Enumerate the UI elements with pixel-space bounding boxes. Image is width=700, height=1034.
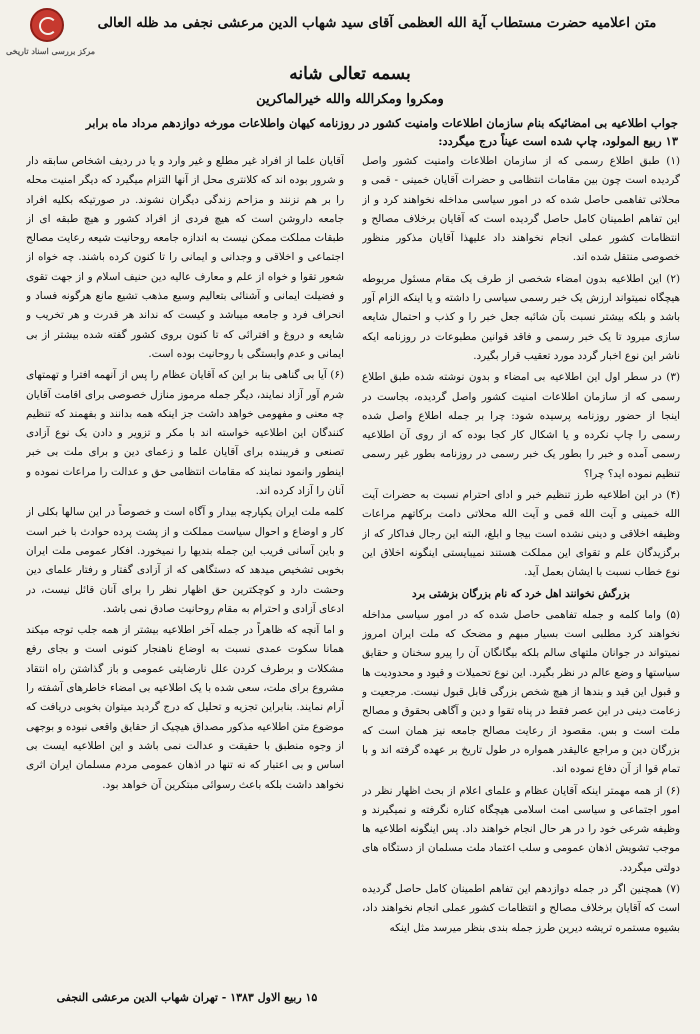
poem-verse: بزرگش نخوانند اهل خرد که نام بزرگان بزشتی برد xyxy=(412,587,630,600)
paragraph: (۵) واما کلمه و جمله تفاهمی حاصل شده که در امور سیاسی مداخله نخواهند کرد مطلبی است بسیار مبهم و مضحک که ملت ایران امروز نمیتواند در جوانان ملتهای سالم بلکه بیگانگان آن را پیرو سخنان و حقایق سیاستها و وضع عالم در نظر بگیرد. این نوع تحمیلات و قیود و محدودیت ها و قبول این قید و بندها از هیچ شخص بزرگی قابل قبول نیست. مرجعیت و زعامت دینی در این عصر فقط در پناه تقوا و دین و آگاهی بحقوق و مصالح ملت است و بس. مقصود از رعایت مصالح جامعه نیز همان است که بزرگان دین و مراجع عالیقدر همواره در طول تاریخ بر عهده گرفته اند و با تمام قوا از آن دفاع نموده اند. xyxy=(362,608,680,776)
left-column xyxy=(26,152,344,958)
quran-verse: ومکروا ومکرالله والله خیرالماکرین xyxy=(256,92,444,107)
signature-line: ۱۵ ربیع الاول ۱۳۸۳ - تهران شهاب الدین مرعشی النجفی xyxy=(56,991,318,1004)
paragraph: (۷) همچنین اگر در جمله دوازدهم این تفاهم اطمینان کامل حاصل گردیده است که آقایان برخلاف مصالح و انتظامات کشور عملی انجام نخواهند داد، بشیوه مستمره تریشه دیرین طرز جمله بندی بنظر میرسد مثل اینکه xyxy=(362,882,680,934)
paragraph: (۴) در این اطلاعیه طرز تنظیم خبر و ادای احترام نسبت به حضرات آیت الله خمینی و آیت الله قمی و آیت الله محلاتی دامت برکاتهم مراعات وظیفه اخلاقی و دینی نشده است بیجا و ابلغ، البته این رجال فداکار که از برگزیدگان علم و تقوای این مملکت هستند نمیبایستی اینگونه اخلاق این نوع خطاب نسبت با ایشان بعمل آید. xyxy=(362,489,680,579)
intro-paragraph xyxy=(26,114,678,150)
paragraph: (۱) طبق اطلاع رسمی که از سازمان اطلاعات وامنیت کشور واصل گردیده است چون بین مقامات انتظامی و حضرات آقایان خمینی - قمی و محلاتی تفاهمی حاصل شده که در امور سیاسی مداخله نخواهند کرد و از این تفاهم اطمینان کامل حاصل گردیده است که آقایان برخلاف مصالح و انتظامات کشور عملی انجام نخواهند داد علیهذا آقایان مذکور منظور خصوصی منتقل شده اند. xyxy=(362,155,680,264)
paragraph: (۳) در سطر اول این اطلاعیه بی امضاء و بدون نوشته شده طبق اطلاع رسمی که از سازمان اطلاعات امنیت کشور واصل گردیده، بجاست در اینجا از حضور روزنامه پرسیده شود: چرا بر جمله اطلاع واصل شده رسمی را چاپ نکرده و یا اشکال کار کجا بوده که از روی آن اطلاعیه رسمی آمده و خبر را بطور یک خبر رسمی در روزنامه بطور غیر رسمی تنظیم نموده اید؟ چرا؟ xyxy=(362,371,680,480)
date-line: ۱۳ ربیع المولود، چاپ شده است عیناً درج میگردد: xyxy=(438,134,678,148)
paragraph: آقایان علما از افراد غیر مطلع و غیر وارد و یا در ردیف اشخاص سابقه دار و شرور بوده اند که کلانتری محل از آنها التزام میگیرد که دیگر امنیت محله را بر هم نزنند و مزاحم زندگی دیگران نشوند. در صورتیکه بکلیه افراد جامعه داروشن است که هیچ فردی از افراد کشور و هیچ طبقه ای از طبقات مملکت ممکن نیست به اندازه جامعه روحانیت شیعه رعایت مصالح اجتماعی و اخلاقی و وجدانی و ایمانی را تا کنون کرده باشند. چه خواه از شعور تقوا و خواه از علم و معارف عالیه دین حنیف اسلام و از جهت تقوی و فضیلت ایمانی و آشنائی بتعالیم وسیع مذهب تشیع مانع هرگونه فساد و انحراف فرد و جامعه میباشد و کیست که نداند هر قدرت و هر تخریب و شایعه و دروغ و افترائی که تا کنون بروی کشور گفته شده بیشتر از بی ایمانی و عدم وابستگی با روحانیت بوده است. xyxy=(26,155,344,360)
right-column xyxy=(362,152,680,1014)
paragraph: (۲) این اطلاعیه بدون امضاء شخصی از طرف یک مقام مسئول مربوطه هیچگاه نمیتواند ارزش یک خبر رسمی سیاسی را داشته و یا اینکه الزام آور باشد و بلکه بیشتر نسبت بآن شائبه جعل خبر را و کذب و احتمال شایعه سازی میرود تا یک خبر رسمی و فاقد قوانین مطبوعات در روزنامه ایکه ناشر این نوع اخبار گردد مورد تعقیب قرار بگیرد. xyxy=(362,272,680,362)
intro-text: جواب اطلاعیه بی امضائیکه بنام سازمان اطلاعات وامنیت کشور در روزنامه کیهان واطلاعات مورخه دوازدهم مرداد ماه برابر xyxy=(85,116,678,130)
paragraph: کلمه ملت ایران یکپارچه بیدار و آگاه است و خصوصاً در این سالها بکلی از کار و اوضاع و احوال سیاست مملکت و از پشت پرده حوادث با خبر است و باین آسانی فریب این جمله بندیها را نمیخورد. افکار عمومی ملت ایران بخوبی تشخیص میدهد که دستگاهی که از آزادی گفتار و رفتار علمای دین وحشت دارد و کوچکترین حق اظهار نظر را برای آنان قائل نیست، در ادعای آزادی و احترام به مقام روحانیت صادق نمی باشد. xyxy=(26,506,344,615)
bismillah-heading: بسمه تعالی شانه xyxy=(289,64,411,84)
document-title: متن اعلامیه حضرت مستطاب آیة الله العظمی آقای سید شهاب الدین مرعشی نجفی مد ظله العالی xyxy=(97,15,657,31)
paragraph: (۶) از همه مهمتر اینکه آقایان عظام و علمای اعلام از بحث اظهار نظر در امور اجتماعی و سیاسی امت اسلامی هیچگاه کناره نگرفته و نمیگیرند و وظیفه شرعی خود را در هر حال انجام خواهند داد. پس اینگونه اطلاعیه ها موجب تشویش اذهان عمومی و سلب اعتماد ملت مسلمان از دستگاه های دولتی میگردد. xyxy=(362,784,680,874)
archive-logo-icon xyxy=(30,8,64,42)
paragraph: (۶) آیا بی گناهی بنا بر این که آقایان عظام را پس از آنهمه افترا و تهمتهای شرم آور آزاد نمایند، دیگر جمله مرموز منازل خصوصی برای اقامت آقایان چه معنی و مفهومی خواهد داشت جز اینکه همه بدانند و بفهمند که تنظیم کنندگان این اطلاعیه خواسته اند با مکر و تزویر و دادن یک نوع آزادی تصنعی و فریبنده برای آقایان علما و زعمای دین و برای ملت بی خبر اینطور وانمود نمایند که مقامات انتظامی حق و عدالت را مراعات نموده و آنان را آزاد کرده اند. xyxy=(26,369,344,498)
paragraph: و اما آنچه که ظاهراً در جمله آخر اطلاعیه بیشتر از همه جلب توجه میکند همانا سکوت عمدی نسبت به اوضاع ناهنجار کنونی است و بجای رفع مشکلات و برطرف کردن علل نارضایتی عمومی و باز گذاشتن راه انتقاد مشروع برای ملت، سعی شده با یک اطلاعیه بی امضاء خاطرهای آشفته را آرام نمایند. بنابراین تجزیه و تحلیل که درج گردید میتوان بخوبی دریافت که موضوع متن اطلاعیه مذکور مصداق هیچیک از حقایق واقعی نبوده و بوجهی از وجوه منطبق با حقیقت و عدالت نمی باشد و این اطلاعیه ایست بی اساس و بی اعتبار که نه تنها در اذهان عمومی مردم مسلمان ایران اثری نخواهد داشت بلکه باعث رسوائی مبتکرین آن خواهد بود. xyxy=(26,624,344,791)
logo-caption: مرکز بررسی اسناد تاریخی xyxy=(6,46,96,56)
